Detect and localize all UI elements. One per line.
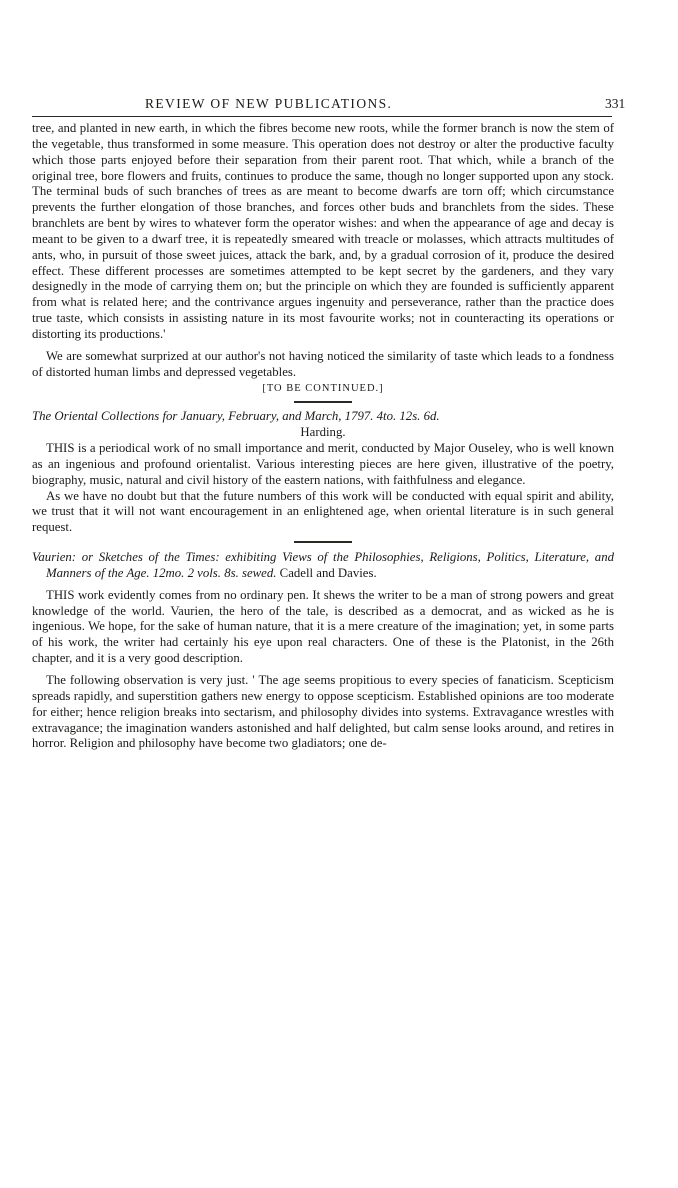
header-rule	[32, 116, 612, 117]
review-title-text: Vaurien: or Sketches of the Times: exhibiting Views of the Philosophies, Religions, Politics, Literature, and Manners of the Age. 12mo. 2 vols. 8s. sewed.	[32, 550, 614, 580]
paragraph-review2-a: THIS work evidently comes from no ordinary pen. It shews the writer to be a man of strong powers and great knowledge of the world. Vaurien, the hero of the tale, is described as a democrat, and as wicked as he is ingenious. We hope, for the sake of human nature, that it is a mere creature of the imagination; yet, in some parts of his work, the writer had certainly his eye upon real characters. One of these is the Platonist, in the 26th chapter, and it is a very good description.	[32, 587, 614, 666]
review-publisher: Harding.	[300, 425, 346, 440]
review-title-vaurien	[32, 550, 614, 582]
paragraph-quote-continuation: tree, and planted in new earth, in which the fibres become new roots, while the former branch is now the stem of the vegetable, thus transformed in some measure. This operation does not destroy or alter the productive faculty which those parts enjoyed before their separation from their parent root. That which, while a branch of the original tree, bore flowers and fruits, continues to produce the same, though no longer supported upon any stock. The terminal buds of such branches of trees as are meant to become dwarfs are torn off; which circumstance prevents the further elongation of those branches, and forces other buds and branchlets from the sides. These branchlets are bent by wires to whatever form the operator wishes: and when the appearance of age and decay is meant to be given to a dwarf tree, it is repeatedly smeared with treacle or molasses, which attracts multitudes of ants, who, in pursuit of those sweet juices, attack the bark, and, by a gradual corrosion of it, produce the desired effect. These different processes are sometimes attempted to be kept secret by the gardeners, and they vary designedly in the mode of carrying them on; but the principle on which they are founded is sufficiently apparent from what is related here; and the contrivance argues ingenuity and perseverance, rather than the practice does true taste, which consists in assisting nature in its most favourite works; not in counteracting its operations or distorting its productions.'	[32, 121, 614, 341]
to-be-continued: [TO BE CONTINUED.]	[262, 382, 384, 394]
page-number: 331	[605, 96, 626, 111]
paragraph-comment: We are somewhat surprized at our author's not having noticed the similarity of taste which leads to a fondness of distorted human limbs and depressed vegetables.	[32, 348, 614, 379]
review-publisher: Cadell and Davies.	[279, 565, 377, 580]
section-divider	[294, 541, 352, 543]
paragraph-review2-b: The following observation is very just. ' The age seems propitious to every species of fanaticism. Scepticism spreads rapidly, and superstition gathers new energy to oppose scepticism. Established opinions are too moderate for either; hence religion breaks into sectarism, and philosophy divides into systems. Extravagance wrestles with extravagance; the imagination wanders astonished and half delighted, but calm sense looks around, and retires in horror. Religion and philosophy have become two gladiators; one de-	[32, 673, 614, 751]
running-title: REVIEW OF NEW PUBLICATIONS.	[145, 96, 393, 111]
paragraph-review1-b: As we have no doubt but that the future numbers of this work will be conducted with equal spirit and ability, we trust that it will not want encouragement in an enlightened age, when oriental literature is in such general request.	[32, 488, 614, 535]
page-body	[32, 121, 614, 752]
review-title-text: The Oriental Collections for January, February, and March, 1797. 4to. 12s. 6d.	[32, 409, 440, 424]
paragraph-review1-a: THIS is a periodical work of no small importance and merit, conducted by Major Ouseley, who is well known as an ingenious and profound orientalist. Various interesting pieces are here given, illustrative of the poetry, biography, music, natural and civil history of the eastern nations, with faithfulness and elegance.	[32, 441, 614, 487]
section-divider	[294, 401, 352, 403]
review-title-oriental-collections	[32, 409, 614, 441]
